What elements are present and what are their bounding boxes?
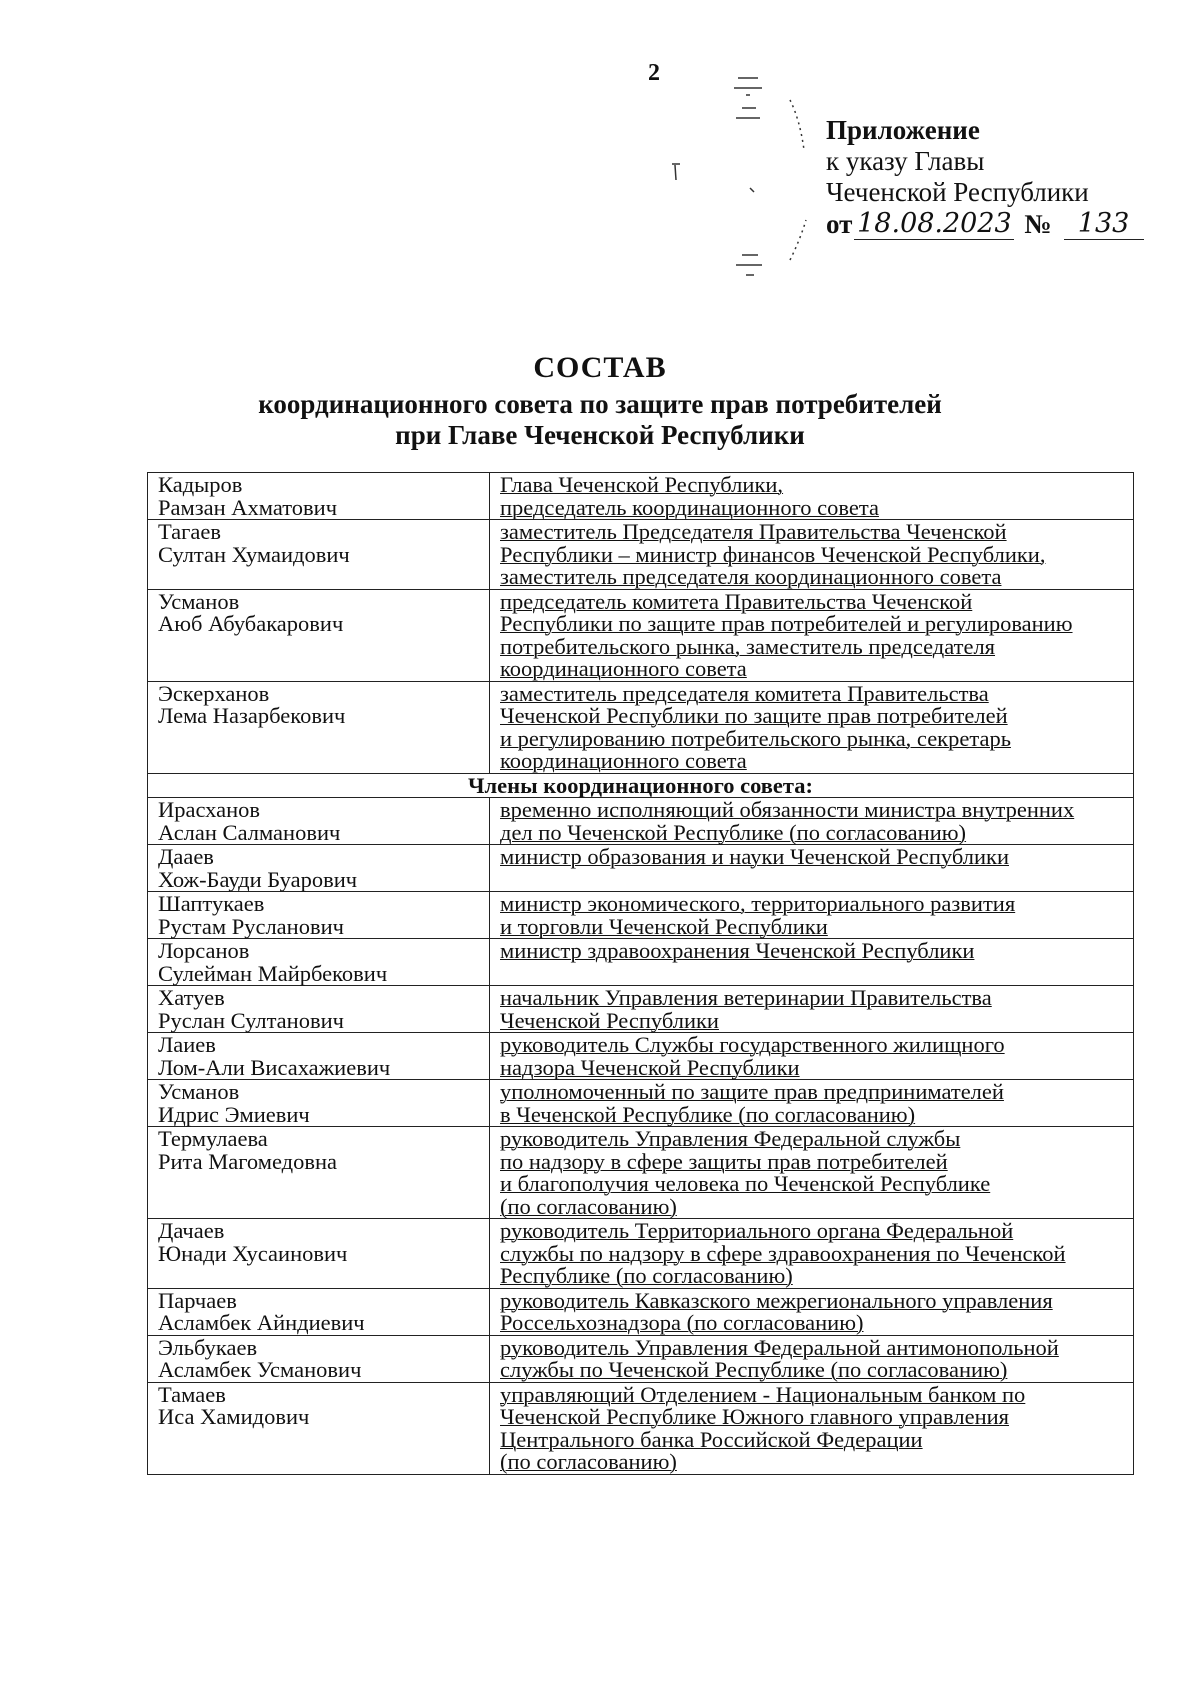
- title-subtitle: координационного совета по защите прав потребителей: [258, 389, 942, 419]
- position-line: Республике (по согласованию): [500, 1263, 793, 1288]
- person-given-name: Хож-Бауди Буарович: [158, 866, 358, 892]
- position-line: надзора Чеченской Республики: [500, 1054, 800, 1080]
- position-line: службы по надзору в сфере здравоохранения по Чеченской: [500, 1240, 1066, 1266]
- person-name: [148, 1033, 490, 1080]
- person-position: [490, 520, 1134, 590]
- table-row: [148, 986, 1134, 1033]
- person-position: [490, 986, 1134, 1033]
- person-surname: Парчаев: [158, 1287, 237, 1313]
- person-name: [148, 681, 490, 773]
- person-position: [490, 1335, 1134, 1382]
- person-given-name: Асламбек Айндиевич: [158, 1310, 365, 1335]
- person-name: [148, 986, 490, 1033]
- person-position: [490, 1288, 1134, 1335]
- person-given-name: Руслан Султанович: [158, 1007, 344, 1033]
- position-line: руководитель Кавказского межрегионального управления: [500, 1287, 1053, 1313]
- person-position: [490, 845, 1134, 892]
- table-row: [148, 681, 1134, 773]
- appendix-line: Чеченской Республики: [826, 177, 1089, 207]
- person-name: [148, 845, 490, 892]
- stamp-marks: [650, 60, 810, 290]
- person-position: [490, 589, 1134, 681]
- document-title: [0, 350, 1200, 448]
- person-surname: Термулаева: [158, 1126, 268, 1151]
- table-row: [148, 892, 1134, 939]
- table-row: [148, 798, 1134, 845]
- person-surname: Лаиев: [158, 1032, 216, 1057]
- position-line: руководитель Службы государственного жилищного: [500, 1032, 1005, 1057]
- position-line: руководитель Управления Федеральной антимонопольной: [500, 1334, 1059, 1360]
- handwritten-number: 133: [1064, 208, 1144, 240]
- position-line: заместитель Председателя Правительства Чеченской: [500, 519, 1007, 544]
- person-name: [148, 1080, 490, 1127]
- person-name: [148, 1127, 490, 1219]
- title-main: СОСТАВ: [533, 351, 667, 384]
- person-name: [148, 939, 490, 986]
- person-name: [148, 892, 490, 939]
- person-surname: Ирасханов: [158, 797, 261, 822]
- person-surname: Усманов: [158, 588, 240, 614]
- table-row: [148, 1382, 1134, 1474]
- person-name: [148, 1382, 490, 1474]
- title-subtitle: при Главе Чеченской Республики: [395, 420, 805, 450]
- person-given-name: Юнади Хусаинович: [158, 1240, 348, 1266]
- table-row: [148, 473, 1134, 520]
- position-line: министр образования и науки Чеченской Республики: [500, 844, 1009, 869]
- position-line: координационного совета: [500, 656, 747, 681]
- table-row: [148, 589, 1134, 681]
- person-surname: Шаптукаев: [158, 891, 265, 916]
- person-surname: Лорсанов: [158, 938, 250, 963]
- person-surname: Эльбукаев: [158, 1334, 258, 1360]
- person-surname: Усманов: [158, 1079, 240, 1104]
- person-given-name: Асламбек Усманович: [158, 1357, 362, 1382]
- person-given-name: Рамзан Ахматович: [158, 494, 338, 520]
- person-position: [490, 1382, 1134, 1474]
- person-given-name: Рустам Русланович: [158, 913, 344, 939]
- date-prefix: от: [826, 209, 853, 239]
- table-row: [148, 1219, 1134, 1289]
- appendix-title: Приложение: [826, 115, 980, 145]
- person-surname: Даaев: [158, 844, 214, 869]
- position-line: Чеченской Республики: [500, 1007, 719, 1033]
- appendix-date-line: [826, 208, 1144, 240]
- person-given-name: Иса Хамидович: [158, 1404, 310, 1429]
- position-line: заместитель председателя комитета Правительства: [500, 680, 989, 706]
- position-line: председатель координационного совета: [500, 494, 879, 520]
- position-line: министр экономического, территориального развития: [500, 891, 1016, 916]
- person-name: [148, 473, 490, 520]
- person-surname: Тагаев: [158, 519, 221, 544]
- person-position: [490, 892, 1134, 939]
- table-row: [148, 520, 1134, 590]
- position-line: Республики по защите прав потребителей и регулированию: [500, 611, 1073, 636]
- person-given-name: Лом-Али Висахажиевич: [158, 1054, 391, 1080]
- position-line: начальник Управления ветеринарии Правительства: [500, 985, 992, 1010]
- position-line: по надзору в сфере защиты прав потребителей: [500, 1148, 948, 1174]
- person-name: [148, 1219, 490, 1289]
- person-surname: Хатуев: [158, 985, 225, 1010]
- position-line: службы по Чеченской Республике (по согласованию): [500, 1357, 1008, 1382]
- person-given-name: Рита Магомедовна: [158, 1148, 338, 1174]
- position-line: координационного совета: [500, 748, 747, 773]
- position-line: (по согласованию): [500, 1193, 677, 1219]
- position-line: Чеченской Республике Южного главного управления: [500, 1404, 1010, 1429]
- table-row: [148, 939, 1134, 986]
- position-line: уполномоченный по защите прав предпринимателей: [500, 1079, 1004, 1104]
- person-position: [490, 939, 1134, 986]
- person-given-name: Султан Хумаидович: [158, 541, 350, 567]
- position-line: заместитель председателя координационного совета: [500, 564, 1002, 589]
- table-row: [148, 1335, 1134, 1382]
- page-number: 2: [648, 60, 660, 86]
- person-name: [148, 1335, 490, 1382]
- handwritten-date: 18.08.2023: [854, 208, 1014, 240]
- person-surname: Кадыров: [158, 472, 243, 497]
- position-line: Чеченской Республики по защите прав потребителей: [500, 703, 1008, 728]
- table-row: [148, 1080, 1134, 1127]
- person-position: [490, 1219, 1134, 1289]
- position-line: в Чеченской Республике (по согласованию): [500, 1101, 916, 1127]
- position-line: руководитель Территориального органа Федеральной: [500, 1218, 1014, 1243]
- position-line: и регулированию потребительского рынка, секретарь: [500, 725, 1011, 751]
- person-surname: Дачаев: [158, 1218, 225, 1243]
- person-position: [490, 1080, 1134, 1127]
- person-surname: Тамаев: [158, 1381, 226, 1407]
- position-line: руководитель Управления Федеральной службы: [500, 1126, 961, 1151]
- table-row: [148, 1033, 1134, 1080]
- position-line: дел по Чеченской Республике (по согласованию): [500, 819, 967, 845]
- person-given-name: Аслан Салманович: [158, 819, 341, 845]
- person-position: [490, 1033, 1134, 1080]
- position-line: министр здравоохранения Чеченской Республики: [500, 938, 975, 963]
- person-position: [490, 798, 1134, 845]
- person-given-name: Лема Назарбекович: [158, 703, 346, 728]
- position-line: Республики – министр финансов Чеченской Республики,: [500, 541, 1046, 567]
- person-name: [148, 520, 490, 590]
- position-line: управляющий Отделением - Национальным банком по: [500, 1381, 1026, 1407]
- person-name: [148, 1288, 490, 1335]
- person-given-name: Сулейман Майрбекович: [158, 960, 388, 986]
- position-line: Россельхознадзора (по согласованию): [500, 1310, 864, 1335]
- person-position: [490, 1127, 1134, 1219]
- person-position: [490, 681, 1134, 773]
- person-surname: Эскерханов: [158, 680, 270, 706]
- position-line: Центрального банка Российской Федерации: [500, 1426, 923, 1452]
- table-row: [148, 1288, 1134, 1335]
- person-name: [148, 798, 490, 845]
- composition-table: [147, 472, 1134, 1475]
- position-line: временно исполняющий обязанности министра внутренних: [500, 797, 1075, 822]
- position-line: Глава Чеченской Республики,: [500, 472, 784, 497]
- number-sign: №: [1024, 209, 1052, 239]
- section-row: [148, 773, 1134, 798]
- position-line: и благополучия человека по Чеченской Республике: [500, 1171, 991, 1196]
- person-position: [490, 473, 1134, 520]
- appendix-block: [826, 115, 1144, 240]
- table-row: [148, 845, 1134, 892]
- person-given-name: Аюб Абубакарович: [158, 611, 344, 636]
- appendix-line: к указу Главы: [826, 146, 985, 176]
- members-heading: Члены координационного совета:: [148, 773, 1134, 798]
- table-row: [148, 1127, 1134, 1219]
- position-line: и торговли Чеченской Республики: [500, 913, 828, 939]
- position-line: председатель комитета Правительства Чеченской: [500, 588, 973, 614]
- person-given-name: Идрис Эмиевич: [158, 1101, 310, 1127]
- position-line: (по согласованию): [500, 1449, 677, 1474]
- person-name: [148, 589, 490, 681]
- position-line: потребительского рынка, заместитель председателя: [500, 633, 996, 659]
